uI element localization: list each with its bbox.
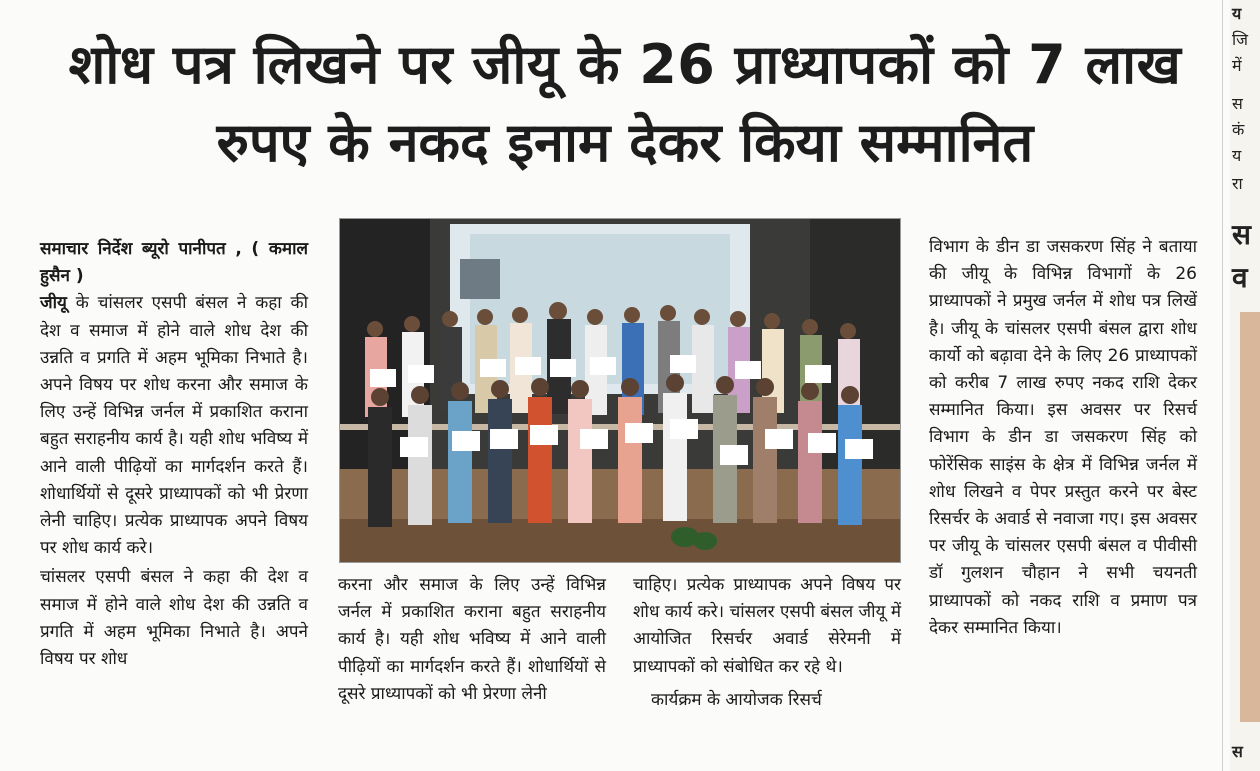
- headline-line-2: रुपए के नकद इनाम देकर किया सम्मानित: [216, 111, 1034, 174]
- neighbour-line-5: कं: [1232, 120, 1245, 139]
- neighbour-line-6: य: [1232, 146, 1242, 165]
- neighbour-heading-1: स: [1232, 218, 1251, 251]
- neighbour-line-1: य: [1232, 4, 1242, 23]
- article-column-1: [40, 236, 308, 673]
- article-column-4: [929, 234, 1197, 642]
- column-2-paragraph-1: करना और समाज के लिए उन्हें विभिन्न जर्नल में प्रकाशित कराना बहुत सराहनीय कार्य है। यही शोध भविष्य में आने वाली पीढ़ियों का मार्गदर्शन करते हैं। शोधार्थियों से दूसरे प्राध्यापकों को भी प्रेरणा लेनी: [338, 575, 606, 704]
- column-4-paragraph-1: विभाग के डीन डा जसकरण सिंह ने बताया की जीयू के विभिन्न विभागों के 26 प्राध्यापकों ने प्रमुख जर्नल में शोध पत्र लिखें है। जीयू के चांसलर एसपी बंसल द्वारा शोध कार्यो को बढ़ावा देने के लिए 26 प्राध्यापकों को करीब 7 लाख रुपए नकद राशि देकर सम्मानित किया। इस अवसर पर रिसर्च विभाग के डीन डा जसकरण सिंह को फोरेंसिक साइंस के क्षेत्र में विभिन्न जर्नल में शोध लिखने व पेपर प्रस्तुत करने पर बेस्ट रिसर्चर के अवार्ड से नवाजा गए। इस अवसर पर जीयू के चांसलर एसपी बंसल व पीवीसी डॉ गुलशन चौहान ने सभी चयनती प्राध्यापकों को नकद राशि व प्रमाण पत्र देकर सम्मानित किया।: [929, 237, 1197, 638]
- neighbour-photo: [1240, 312, 1260, 722]
- headline-line-1: शोध पत्र लिखने पर जीयू के 26 प्राध्यापकों को 7 लाख: [68, 33, 1182, 96]
- article-byline: समाचार निर्देश ब्यूरो पानीपत , ( कमाल हुसैन ): [40, 239, 308, 287]
- neighbour-bottom-text: स: [1232, 742, 1243, 761]
- column-3-paragraph-2: कार्यक्रम के आयोजक रिसर्च: [651, 689, 822, 710]
- column-1-paragraph-2: चांसलर एसपी बंसल ने कहा की देश व समाज में होने वाले शोध देश की उन्नति व प्रगति में अहम भूमिका निभाते है। अपने विषय पर शोध: [40, 567, 308, 670]
- neighbouring-article-strip: [1230, 0, 1260, 771]
- article-column-2: [338, 572, 606, 708]
- lead-word: जीयू: [40, 293, 67, 314]
- neighbour-line-7: रा: [1232, 174, 1243, 193]
- neighbour-line-4: स: [1232, 94, 1243, 113]
- group-photo-illustration: [340, 219, 900, 562]
- neighbour-heading-2: व: [1232, 261, 1248, 294]
- award-ceremony-photo: [339, 218, 901, 563]
- column-1-paragraph-1: [40, 290, 308, 562]
- column-divider: [1222, 0, 1223, 771]
- column-3-paragraph-1: चाहिए। प्रत्येक प्राध्यापक अपने विषय पर शोध कार्य करे। चांसलर एसपी बंसल जीयू में आयोजित रिसर्चर अवार्ड सेरेमनी में प्राध्यापकों को संबोधित कर रहे थे।: [633, 575, 901, 677]
- neighbour-line-2: जि: [1232, 30, 1249, 49]
- column-1-paragraph-1-text: के चांसलर एसपी बंसल ने कहा की देश व समाज में होने वाले शोध देश की उन्नति व प्रगति में अहम भूमिका निभाते है। अपने विषय पर शोध करना और समाज के लिए उन्हें विभिन्न जर्नल में प्रकाशित कराना बहुत सराहनीय कार्य है। यही शोध भविष्य में आने वाली पीढ़ियों का मार्गदर्शन करते हैं। शोधार्थियों से दूसरे प्राध्यापकों को भी प्रेरणा लेनी चाहिए। प्रत्येक प्राध्यापक अपने विषय पर शोध कार्य करे।: [40, 293, 308, 559]
- cropped-next-headline: [40, 758, 1230, 771]
- cropped-previous-article-text: [40, 0, 1230, 10]
- neighbour-line-3: में: [1232, 56, 1242, 75]
- article-column-3: [633, 572, 901, 714]
- article-headline: [30, 26, 1220, 182]
